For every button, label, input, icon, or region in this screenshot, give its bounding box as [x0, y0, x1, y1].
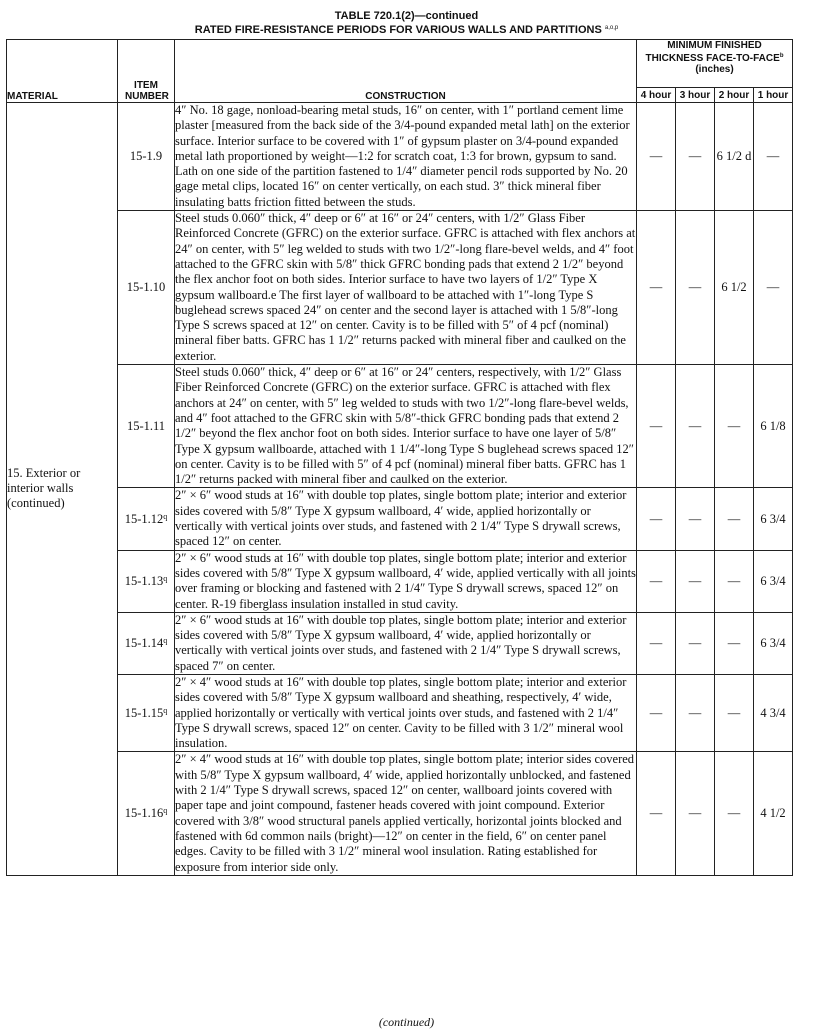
- item-number-cell: [118, 550, 175, 612]
- construction-cell: Steel studs 0.060″ thick, 4″ deep or 6″ at 16″ or 24″ centers, with 1/2″ Glass Fiber Reinforced Concrete (GFRC) on the exterior surface. GFRC is attached with flex anchors at 24″ on center, with 5″ leg welded to studs with two 1/2″-long flare-bevel welds, and 4″ foot attached to the GFRC skin with 5/8″ thick GFRC bonding pads that extend 2 1/2″ beyond the flex anchor foot on both sides. Interior surface to have two layers of 1/2″ Type X gypsum wallboard.e The first layer of wallboard to be attached with 1″-long Type S buglehead screws spaced 24″ on center and the second layer is attached with 1 5/8″-long Type S screws spaced at 12″ on center. Cavity is to be filled with 5″ of 4 pcf (nominal) mineral fiber batts. GFRC has 1 1/2″ returns packed with mineral fiber and caulked on the exterior.: [175, 211, 636, 363]
- material-cell: 15. Exterior or interior walls (continued): [7, 103, 118, 876]
- header-4-hour: 4 hour: [637, 88, 676, 103]
- thickness-2-hour-cell: —: [715, 550, 754, 612]
- item-number: 15-1.12: [124, 511, 164, 526]
- item-number-cell: [118, 752, 175, 875]
- subtitle-footnote-marker: a,o,p: [604, 25, 619, 31]
- construction-cell: 2″ × 4″ wood studs at 16″ with double top plates, single bottom plate; interior sides covered with 5/8″ Type X gypsum wallboard, 4′ wide, applied horizontally unblocked, and fastened with 2 1/4″ Type S drywall screws, spaced 12″ on center, wallboard joints covered with paper tape and joint compound, fastener heads covered with joint compound. Exterior covered with 3/8″ wood structural panels applied vertically, horizontal joints blocked and fastened with 6d common nails (bright)—12″ on center in the field, 6″ on center panel edges. Cavity to be filled with 3 1/2″ mineral wool insulation. Rating established for exposure from interior side only.: [175, 752, 637, 875]
- item-number-cell: [118, 211, 175, 365]
- construction-cell: 2″ × 6″ wood studs at 16″ with double top plates, single bottom plate; interior and exterior sides covered with 5/8″ Type X gypsum wallboard, 4′ wide, applied vertically with all joints over framing or blocking and fastened with 2 1/4″ Type S drywall screws, spaced 12″ on center. R-19 fiberglass insulation installed in stud cavity.: [175, 550, 636, 611]
- thickness-1-hour-cell: 6 3/4: [754, 550, 793, 612]
- fire-resistance-table: [6, 39, 793, 876]
- table-title: TABLE 720.1(2)—continued: [334, 10, 479, 22]
- header-construction: CONSTRUCTION: [175, 40, 637, 103]
- header-3-hour: 3 hour: [676, 88, 715, 103]
- construction-cell: Steel studs 0.060″ thick, 4″ deep or 6″ at 16″ or 24″ centers, respectively, with 1/2″ Glass Fiber Reinforced Concrete (GFRC) on the exterior surface. GFRC is attached with flex anchors at 24″ on center, with 5″ leg welded to studs with two 1/2″-long flare-bevel welds, and 4″ foot attached to the GFRC skin with 5/8″-thick GFRC bonding pads that extend 2 1/2″ beyond the flex anchor foot on both sides. Interior surface to have one layer of 5/8″ Type X gypsum wallboarde, attached with 1 1/4″-long Type S buglehead screws spaced 12″ on center. Cavity is to be filled with 5″ of 4 pcf (nominal) mineral fiber batts. GFRC has 1 1/2″ returns packed with mineral fiber and caulked on the exterior.: [175, 365, 637, 488]
- item-number: 15-1.11: [126, 418, 166, 433]
- thickness-2-hour-cell: —: [715, 365, 754, 488]
- thickness-3-hour-cell: —: [676, 211, 715, 365]
- item-number-cell: [118, 365, 175, 488]
- construction-cell: 2″ × 6″ wood studs at 16″ with double top plates, single bottom plate; interior and exterior sides covered with 5/8″ Type X gypsum wallboard, 4′ wide, applied horizontally or vertically with vertical joints over studs, and fastened with 2 1/4″ Type S drywall screws, spaced 12″ on center.: [175, 488, 637, 550]
- header-2-hour: 2 hour: [715, 88, 754, 103]
- thickness-3-hour-cell: —: [676, 488, 715, 550]
- table-row: [7, 550, 793, 612]
- item-footnote-marker: q: [163, 511, 168, 521]
- item-number-cell: [118, 612, 175, 674]
- item-footnote-marker: q: [163, 573, 168, 583]
- thickness-2-hour-cell: —: [715, 752, 754, 875]
- table-row: [7, 674, 793, 751]
- item-footnote-marker: q: [163, 635, 168, 645]
- thickness-2-hour-cell: —: [715, 612, 754, 674]
- item-number: 15-1.16: [124, 806, 164, 821]
- thickness-1-hour-cell: 4 3/4: [754, 674, 793, 751]
- thickness-2-hour-cell: 6 1/2 d: [715, 103, 754, 211]
- thickness-1-hour-cell: 4 1/2: [754, 752, 793, 875]
- header-min-thickness: [637, 40, 793, 88]
- item-number: 15-1.15: [124, 705, 164, 720]
- table-row: [7, 612, 793, 674]
- thickness-3-hour-cell: —: [676, 612, 715, 674]
- thickness-4-hour-cell: —: [637, 211, 676, 365]
- continued-note: (continued): [378, 1015, 435, 1029]
- table-row: [7, 211, 793, 365]
- item-number-cell: [118, 103, 175, 211]
- header-item-number-text: ITEM NUMBER: [125, 80, 169, 102]
- table-body: [7, 103, 793, 876]
- header-min-thickness-text: MINIMUM FINISHED THICKNESS FACE-TO-FACE: [645, 40, 780, 64]
- construction-cell: 2″ × 4″ wood studs at 16″ with double top plates, single bottom plate; interior and exterior sides covered with 5/8″ Type X gypsum wallboard and sheathing, respectively, 4′ wide, applied horizontally or vertically with vertical joints over studs, and fastened with 2 1/4″ Type S drywall screws, spaced 12″ on center. Cavity to be filled with 3 1/2″ mineral wool insulation.: [175, 674, 637, 751]
- thickness-1-hour-cell: —: [754, 103, 793, 211]
- thickness-1-hour-cell: —: [754, 211, 793, 365]
- thickness-1-hour-cell: 6 3/4: [754, 612, 793, 674]
- table-row: [7, 488, 793, 550]
- thickness-3-hour-cell: —: [676, 103, 715, 211]
- item-number-cell: [118, 674, 175, 751]
- header-min-thickness-footnote: b: [779, 53, 784, 59]
- item-number-cell: [118, 488, 175, 550]
- header-item-number: [118, 40, 175, 103]
- header-1-hour: 1 hour: [754, 88, 793, 103]
- thickness-3-hour-cell: —: [676, 752, 715, 875]
- thickness-1-hour-cell: 6 3/4: [754, 488, 793, 550]
- item-footnote-marker: q: [163, 705, 168, 715]
- thickness-4-hour-cell: —: [637, 488, 676, 550]
- thickness-4-hour-cell: —: [637, 365, 676, 488]
- item-number: 15-1.14: [124, 635, 164, 650]
- thickness-3-hour-cell: —: [676, 365, 715, 488]
- thickness-2-hour-cell: —: [715, 488, 754, 550]
- subtitle-text: RATED FIRE-RESISTANCE PERIODS FOR VARIOUS WALLS AND PARTITIONS: [194, 24, 602, 36]
- header-material: MATERIAL: [7, 40, 118, 103]
- construction-cell: 2″ × 6″ wood studs at 16″ with double top plates, single bottom plate; interior and exterior sides covered with 5/8″ Type X gypsum wallboard, 4′ wide, applied horizontally or vertically with vertical joints over studs, and fastened with 2 1/4″ Type S drywall screws, spaced 7″ on center.: [175, 612, 637, 674]
- thickness-4-hour-cell: —: [637, 103, 676, 211]
- thickness-2-hour-cell: 6 1/2: [715, 211, 754, 365]
- item-number: 15-1.10: [126, 280, 166, 295]
- item-footnote-marker: q: [163, 806, 168, 816]
- thickness-4-hour-cell: —: [637, 674, 676, 751]
- thickness-3-hour-cell: —: [676, 550, 715, 612]
- table-row: [7, 752, 793, 875]
- thickness-1-hour-cell: 6 1/8: [754, 365, 793, 488]
- table-subtitle: [0, 22, 813, 36]
- table-row: [7, 365, 793, 488]
- construction-cell: 4″ No. 18 gage, nonload-bearing metal studs, 16″ on center, with 1″ portland cement lime plaster [measured from the back side of the 3/4-pound expanded metal lath] on the exterior surface. Interior surface to be covered with 1″ of gypsum plaster on 3/4-pound expanded metal lath proportioned by weight—1:2 for scratch coat, 1:3 for brown, gypsum to sand. Lath on one side of the partition fastened to 1/4″ diameter pencil rods supported by No. 20 gage metal clips, located 16″ on center vertically, on each stud. 3″ thick mineral fiber insulating batts friction fitted between the studs.: [175, 103, 637, 211]
- thickness-4-hour-cell: —: [637, 550, 676, 612]
- table-row: [7, 103, 793, 211]
- thickness-4-hour-cell: —: [637, 752, 676, 875]
- thickness-2-hour-cell: —: [715, 674, 754, 751]
- header-units: (inches): [695, 64, 734, 75]
- thickness-3-hour-cell: —: [676, 674, 715, 751]
- item-number: 15-1.9: [129, 149, 163, 164]
- item-number: 15-1.13: [124, 573, 164, 588]
- thickness-4-hour-cell: —: [637, 612, 676, 674]
